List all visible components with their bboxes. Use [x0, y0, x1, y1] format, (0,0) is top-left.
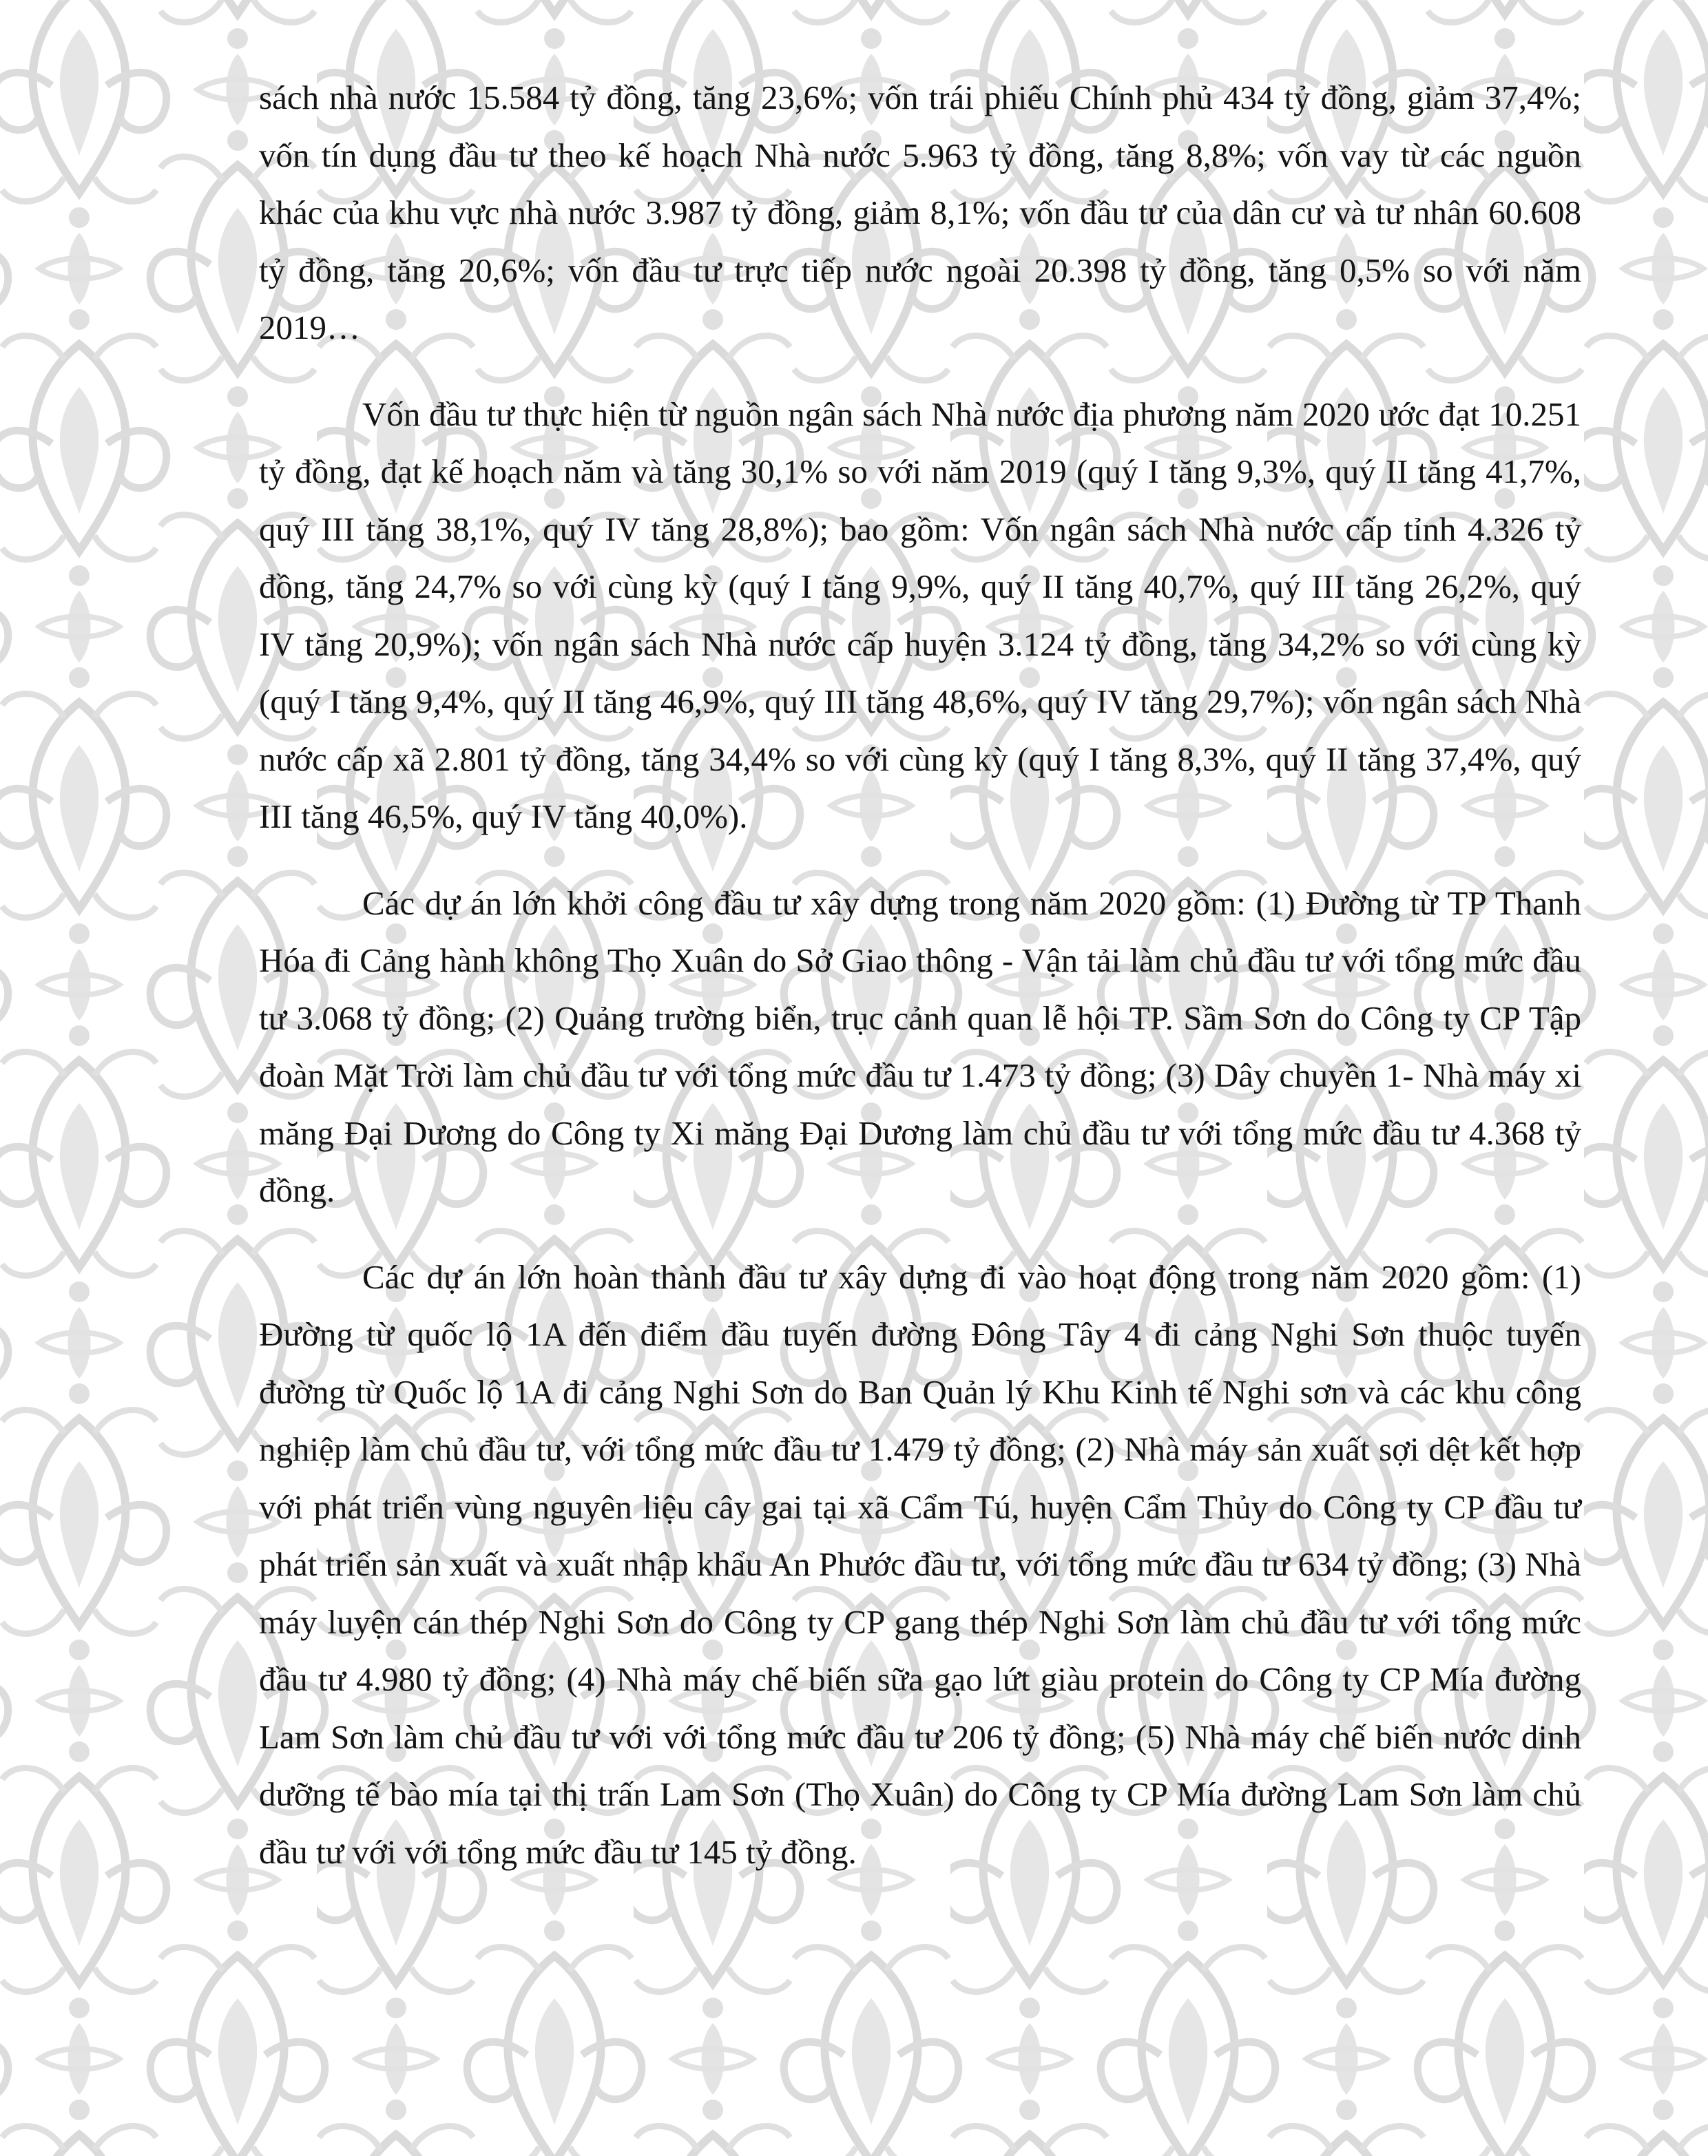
paragraph-investment-sources: sách nhà nước 15.584 tỷ đồng, tăng 23,6%; vốn trái phiếu Chính phủ 434 tỷ đồng, giảm 37,4%; vốn tín dụng đầu tư theo kế hoạch Nhà nước 5.963 tỷ đồng, tăng 8,8%; vốn vay từ các nguồn khác của khu vực nhà nước 3.987 tỷ đồng, giảm 8,1%; vốn đầu tư của dân cư và tư nhân 60.608 tỷ đồng, tăng 20,6%; vốn đầu tư trực tiếp nước ngoài 20.398 tỷ đồng, tăng 0,5% so với năm 2019…	[259, 79, 1581, 346]
document-body	[259, 69, 1581, 1909]
paragraph-local-budget-capital: Vốn đầu tư thực hiện từ nguồn ngân sách Nhà nước địa phương năm 2020 ước đạt 10.251 tỷ đồng, đạt kế hoạch năm và tăng 30,1% so với năm 2019 (quý I tăng 9,3%, quý II tăng 41,7%, quý III tăng 38,1%, quý IV tăng 28,8%); bao gồm: Vốn ngân sách Nhà nước cấp tỉnh 4.326 tỷ đồng, tăng 24,7% so với cùng kỳ (quý I tăng 9,9%, quý II tăng 40,7%, quý III tăng 26,2%, quý IV tăng 20,9%); vốn ngân sách Nhà nước cấp huyện 3.124 tỷ đồng, tăng 34,2% so với cùng kỳ (quý I tăng 9,4%, quý II tăng 46,9%, quý III tăng 48,6%, quý IV tăng 29,7%); vốn ngân sách Nhà nước cấp xã 2.801 tỷ đồng, tăng 34,4% so với cùng kỳ (quý I tăng 8,3%, quý II tăng 37,4%, quý III tăng 46,5%, quý IV tăng 40,0%).	[259, 395, 1581, 835]
paragraph-projects-started: Các dự án lớn khởi công đầu tư xây dựng trong năm 2020 gồm: (1) Đường từ TP Thanh Hóa đi Cảng hành không Thọ Xuân do Sở Giao thông - Vận tải làm chủ đầu tư với tổng mức đầu tư 3.068 tỷ đồng; (2) Quảng trường biển, trục cảnh quan lễ hội TP. Sầm Sơn do Công ty CP Tập đoàn Mặt Trời làm chủ đầu tư với tổng mức đầu tư 1.473 tỷ đồng; (3) Dây chuyền 1- Nhà máy xi măng Đại Dương do Công ty Xi măng Đại Dương làm chủ đầu tư với tổng mức đầu tư 4.368 tỷ đồng.	[259, 883, 1581, 1209]
paragraph-projects-completed: Các dự án lớn hoàn thành đầu tư xây dựng đi vào hoạt động trong năm 2020 gồm: (1) Đường từ quốc lộ 1A đến điểm đầu tuyến đường Đông Tây 4 đi cảng Nghi Sơn thuộc tuyến đường từ Quốc lộ 1A đi cảng Nghi Sơn do Ban Quản lý Khu Kinh tế Nghi sơn và các khu công nghiệp làm chủ đầu tư, với tổng mức đầu tư 1.479 tỷ đồng; (2) Nhà máy sản xuất sợi dệt kết hợp với phát triển vùng nguyên liệu cây gai tại xã Cẩm Tú, huyện Cẩm Thủy do Công ty CP đầu tư phát triển sản xuất và xuất nhập khẩu An Phước đầu tư, với tổng mức đầu tư 634 tỷ đồng; (3) Nhà máy luyện cán thép Nghi Sơn do Công ty CP gang thép Nghi Sơn làm chủ đầu tư với tổng mức đầu tư 4.980 tỷ đồng; (4) Nhà máy chế biến sữa gạo lứt giàu protein do Công ty CP Mía đường Lam Sơn làm chủ đầu tư với với tổng mức đầu tư 206 tỷ đồng; (5) Nhà máy chế biến nước dinh dưỡng tế bào mía tại thị trấn Lam Sơn (Thọ Xuân) do Công ty CP Mía đường Lam Sơn làm chủ đầu tư với với tổng mức đầu tư 145 tỷ đồng.	[259, 1257, 1581, 1871]
